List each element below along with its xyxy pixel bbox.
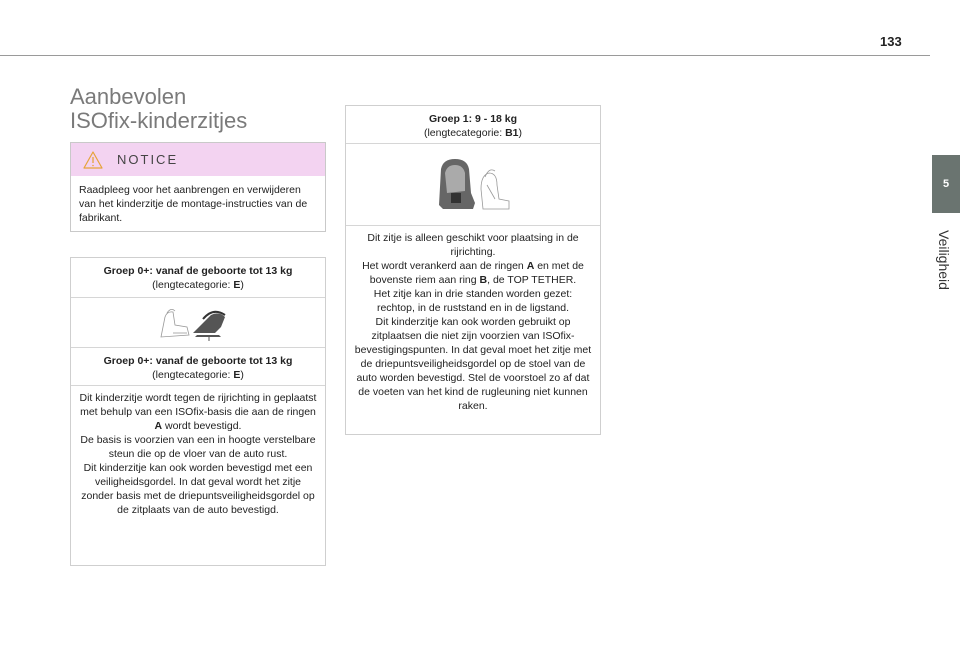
infant-carrier-isofix-base-image [153,303,243,343]
description-paragraph: Het wordt verankerd aan de ringen A en met de bovenste riem aan ring B, de TOP TETHER. [362,260,584,286]
header-divider [0,55,930,56]
size-category-suffix: ) [518,127,523,139]
description-paragraph: Dit zitje is alleen geschikt voor plaatsing in de rijrichting. [367,232,579,258]
page-title [70,85,330,133]
size-category-suffix: ) [240,369,244,381]
size-category-value: E [233,369,241,381]
chapter-tab[interactable] [932,155,960,213]
child-seat-table-group1 [345,105,601,435]
table-description [71,386,325,522]
notice-box [70,142,326,232]
table-description [346,226,600,418]
child-seat-illustration-cell [346,144,600,226]
size-category-label: (lengtecategorie: [423,127,506,139]
description-paragraph: Het zitje kan in drie standen worden gezet: rechtop, in de ruststand en in de ligstand. [373,288,573,314]
notice-label: NOTICE [117,152,179,167]
group-title: Groep 1: 9 - 18 kg [428,113,518,125]
size-category-value: E [233,279,241,291]
table-header [71,348,325,386]
size-category-label: (lengtecategorie: [152,369,234,381]
description-paragraph: De basis is voorzien van een in hoogte verstelbare steun die op de vloer van de auto rust. [80,434,316,460]
size-category-label: (lengtecategorie: [152,279,234,291]
size-category-value: B1 [505,127,519,139]
chapter-label: Veiligheid [936,230,952,290]
page-title-line2: ISOfix-kinderzitjes [70,108,248,133]
page-number: 133 [880,34,902,49]
description-paragraph: Dit kinderzitje kan ook worden gebruikt op zitplaatsen die niet zijn voorzien van ISOfix-bevestigingspunten. In dat geval moet het zitje met de driepuntsveiligheidsgordel op de stoel van de auto worden bevestigd. Stel de voorstoel zo af dat de voeten van het kind de rugleuning niet kunnen raken. [354,316,592,412]
description-paragraph: Dit kinderzitje wordt tegen de rijrichting in geplaatst met behulp van een ISOfix-basis die aan de ringen A wordt bevestigd. [79,392,317,432]
description-paragraph: Dit kinderzitje kan ook worden bevestigd met een veiligheidsgordel. In dat geval wordt het zitje zonder basis met de driepuntsveiligheidsgordel op de zitplaats van de auto bevestigd. [81,462,315,516]
table-header [71,258,325,298]
size-category-suffix: ) [240,279,244,291]
page-title-line1: Aanbevolen [70,84,187,109]
chapter-number: 5 [942,178,950,190]
notice-text: Raadpleeg voor het aanbrengen en verwijderen van het kinderzitje de montage-instructies van de fabrikant. [79,184,308,224]
child-seat-table-group0 [70,257,326,566]
notice-header [71,143,325,176]
forward-facing-child-seat-image [433,155,513,215]
table-header [346,106,600,144]
child-seat-illustration-cell [71,298,325,348]
group-title: Groep 0+: vanaf de geboorte tot 13 kg [103,355,293,367]
warning-triangle-icon [83,151,103,169]
group-title: Groep 0+: vanaf de geboorte tot 13 kg [103,265,293,277]
